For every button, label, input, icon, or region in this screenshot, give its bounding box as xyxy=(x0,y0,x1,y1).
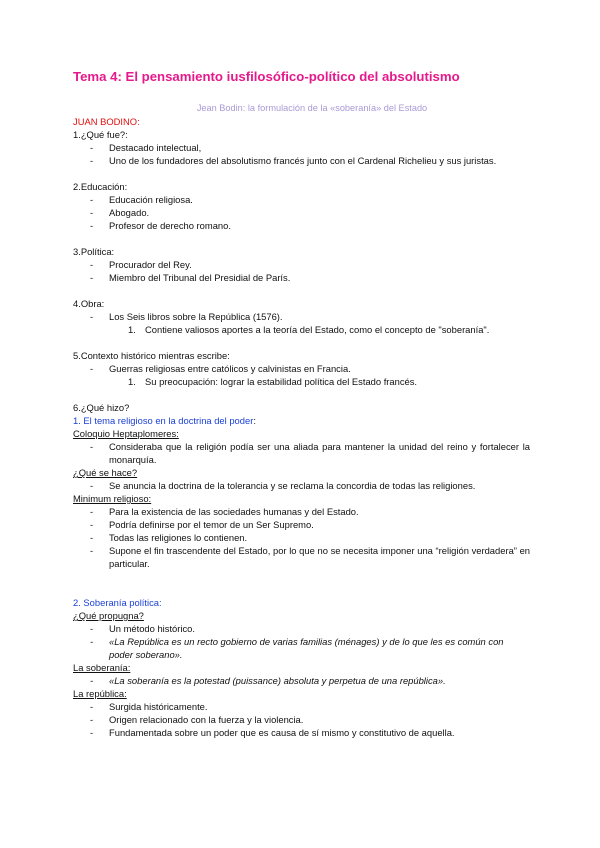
section-5-sublist xyxy=(73,375,530,388)
list-item: - Se anuncia la doctrina de la tolerancia y se reclama la concordia de todas las religiones. xyxy=(73,479,530,492)
subsection-religion-title: 1. El tema religioso en la doctrina del poder xyxy=(73,415,254,426)
section-2-heading: 2.Educación: xyxy=(73,181,128,192)
document-title: Tema 4: El pensamiento iusfilosófico-político del absolutismo xyxy=(73,69,460,84)
subsection-religion-heading xyxy=(73,414,530,427)
list-item: - Miembro del Tribunal del Presidial de París. xyxy=(73,271,530,284)
list-item: - Podría definirse por el temor de un Ser Supremo. xyxy=(73,518,530,531)
republica-list xyxy=(73,700,530,739)
soberania-list xyxy=(73,674,530,687)
document-subtitle: Jean Bodin: la formulación de la «soberanía» del Estado xyxy=(196,103,428,113)
list-item: - Uno de los fundadores del absolutismo francés junto con el Cardenal Richelieu y sus juristas. xyxy=(73,154,530,167)
list-item: - Un método histórico. xyxy=(73,622,530,635)
minimum-religioso-label: Minimum religioso: xyxy=(73,493,152,504)
section-5-heading: 5.Contexto histórico mientras escribe: xyxy=(73,350,230,361)
subsection-sovereignty-heading: 2. Soberanía política: xyxy=(73,597,162,608)
section-3-heading: 3.Política: xyxy=(73,246,115,257)
item-number: 1. xyxy=(128,376,136,387)
document-body xyxy=(73,115,530,739)
coloquio-label: Coloquio Heptaplomeres: xyxy=(73,428,179,439)
list-item: - Procurador del Rey. xyxy=(73,258,530,271)
list-item: - Profesor de derecho romano. xyxy=(73,219,530,232)
coloquio-list xyxy=(73,440,530,466)
author-heading: JUAN BODINO: xyxy=(73,116,140,127)
list-item: - Destacado intelectual, xyxy=(73,141,530,154)
list-item: - Para la existencia de las sociedades humanas y del Estado. xyxy=(73,505,530,518)
que-se-hace-label: ¿Qué se hace? xyxy=(73,467,138,478)
section-3-list xyxy=(73,258,530,284)
que-se-hace-list xyxy=(73,479,530,492)
numbered-item xyxy=(73,323,530,336)
list-item: - Fundamentada sobre un poder que es causa de sí mismo y constitutivo de aquella. xyxy=(73,726,530,739)
list-item: - Educación religiosa. xyxy=(73,193,530,206)
list-item: - Los Seis libros sobre la República (1576). xyxy=(73,310,530,323)
numbered-item xyxy=(73,375,530,388)
list-item: - Guerras religiosas entre católicos y calvinistas en Francia. xyxy=(73,362,530,375)
list-item: - Supone el fin trascendente del Estado, por lo que no se necesita imponer una “religión verdadera” en particular. xyxy=(73,544,530,570)
list-item: - «La soberanía es la potestad (puissance) absoluta y perpetua de una república». xyxy=(73,674,530,687)
minimum-religioso-list xyxy=(73,505,530,570)
propugna-label: ¿Qué propugna? xyxy=(73,610,144,621)
section-6-heading: 6.¿Qué hizo? xyxy=(73,402,130,413)
section-1-heading: 1.¿Qué fue?: xyxy=(73,129,128,140)
soberania-label: La soberanía: xyxy=(73,662,131,673)
list-item: - «La República es un recto gobierno de varias familias (ménages) y de lo que les es común con poder soberano». xyxy=(73,635,530,661)
list-item: - Todas las religiones lo contienen. xyxy=(73,531,530,544)
section-1-list xyxy=(73,141,530,167)
list-item: - Consideraba que la religión podía ser una aliada para mantener la unidad del reino y fortalecer la monarquía. xyxy=(73,440,530,466)
item-text: Contiene valiosos aportes a la teoría del Estado, como el concepto de "soberanía". xyxy=(145,324,490,335)
section-2-list xyxy=(73,193,530,232)
heading-colon: : xyxy=(253,415,256,426)
republica-label: La república: xyxy=(73,688,127,699)
item-number: 1. xyxy=(128,324,136,335)
section-4-heading: 4.Obra: xyxy=(73,298,105,309)
section-4-list xyxy=(73,310,530,323)
list-item: - Abogado. xyxy=(73,206,530,219)
list-item: - Origen relacionado con la fuerza y la violencia. xyxy=(73,713,530,726)
section-5-list xyxy=(73,362,530,375)
item-text: Su preocupación: lograr la estabilidad política del Estado francés. xyxy=(145,376,418,387)
list-item: - Surgida históricamente. xyxy=(73,700,530,713)
section-4-sublist xyxy=(73,323,530,336)
propugna-list xyxy=(73,622,530,661)
